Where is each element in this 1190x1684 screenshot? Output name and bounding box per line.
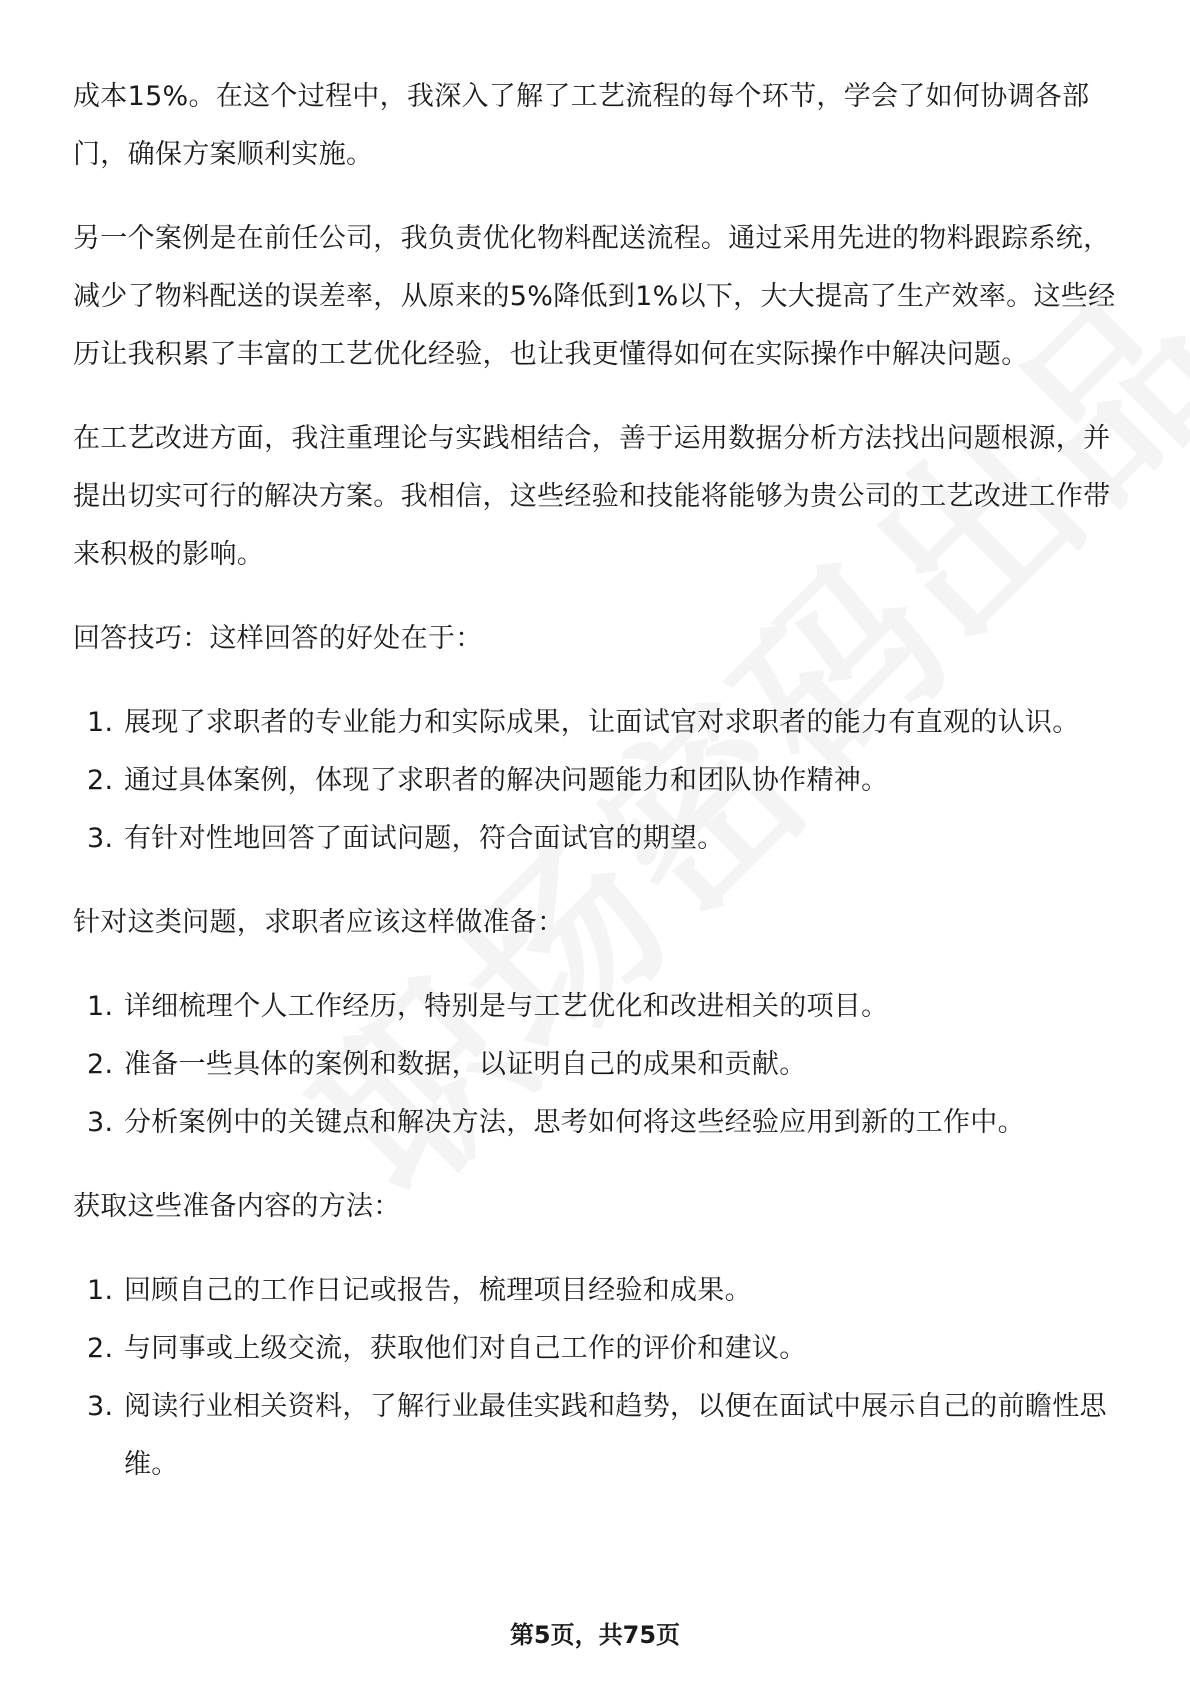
list-item [73, 810, 1123, 868]
list-item-number: 1. [87, 991, 114, 1022]
paragraph: 在工艺改进方面，我注重理论与实践相结合，善于运用数据分析方法找出问题根源，并提出切实可行的解决方案。我相信，这些经验和技能将能够为贵公司的工艺改进工作带来积极的影响。 [73, 423, 1111, 570]
list-item-text: 展现了求职者的专业能力和实际成果，让面试官对求职者的能力有直观的认识。 [124, 707, 1080, 738]
list-item-text: 通过具体案例，体现了求职者的解决问题能力和团队协作精神。 [124, 765, 889, 796]
list-item-text: 分析案例中的关键点和解决方法，思考如何将这些经验应用到新的工作中。 [124, 1107, 1025, 1138]
prepare-list [73, 978, 1123, 1152]
list-item [73, 752, 1123, 810]
list-item-text: 阅读行业相关资料，了解行业最佳实践和趋势，以便在面试中展示自己的前瞻性思维。 [124, 1391, 1107, 1480]
section-heading-prepare: 针对这类问题，求职者应该这样做准备： [73, 907, 565, 938]
list-item-number: 1. [87, 1275, 114, 1306]
list-item-text: 详细梳理个人工作经历，特别是与工艺优化和改进相关的项目。 [124, 991, 889, 1022]
list-item-text: 有针对性地回答了面试问题，符合面试官的期望。 [124, 823, 725, 854]
list-item-text: 回顾自己的工作日记或报告，梳理项目经验和成果。 [124, 1275, 752, 1306]
page-number: 第5页，共75页 [509, 1621, 681, 1649]
list-item [73, 978, 1123, 1036]
section-heading-tips: 回答技巧：这样回答的好处在于： [73, 623, 483, 654]
list-item-number: 3. [87, 1391, 114, 1422]
list-item [73, 1378, 1123, 1494]
section-heading-methods: 获取这些准备内容的方法： [73, 1191, 401, 1222]
list-item [73, 1036, 1123, 1094]
list-item-text: 准备一些具体的案例和数据，以证明自己的成果和贡献。 [124, 1049, 807, 1080]
methods-list [73, 1262, 1123, 1494]
list-item-number: 2. [87, 1049, 114, 1080]
list-item-number: 2. [87, 1333, 114, 1364]
list-item [73, 1094, 1123, 1152]
list-item [73, 694, 1123, 752]
paragraph: 成本15%。在这个过程中，我深入了解了工艺流程的每个环节，学会了如何协调各部门，确保方案顺利实施。 [73, 81, 1090, 170]
paragraph: 另一个案例是在前任公司，我负责优化物料配送流程。通过采用先进的物料跟踪系统，减少了物料配送的误差率，从原来的5%降低到1%以下，大大提高了生产效率。这些经历让我积累了丰富的工艺优化经验，也让我更懂得如何在实际操作中解决问题。 [73, 223, 1116, 370]
list-item-number: 3. [87, 823, 114, 854]
list-item-text: 与同事或上级交流，获取他们对自己工作的评价和建议。 [124, 1333, 807, 1364]
list-item [73, 1320, 1123, 1378]
list-item-number: 1. [87, 707, 114, 738]
list-item [73, 1262, 1123, 1320]
tips-list [73, 694, 1123, 868]
list-item-number: 3. [87, 1107, 114, 1138]
page-content [73, 68, 1123, 1520]
list-item-number: 2. [87, 765, 114, 796]
